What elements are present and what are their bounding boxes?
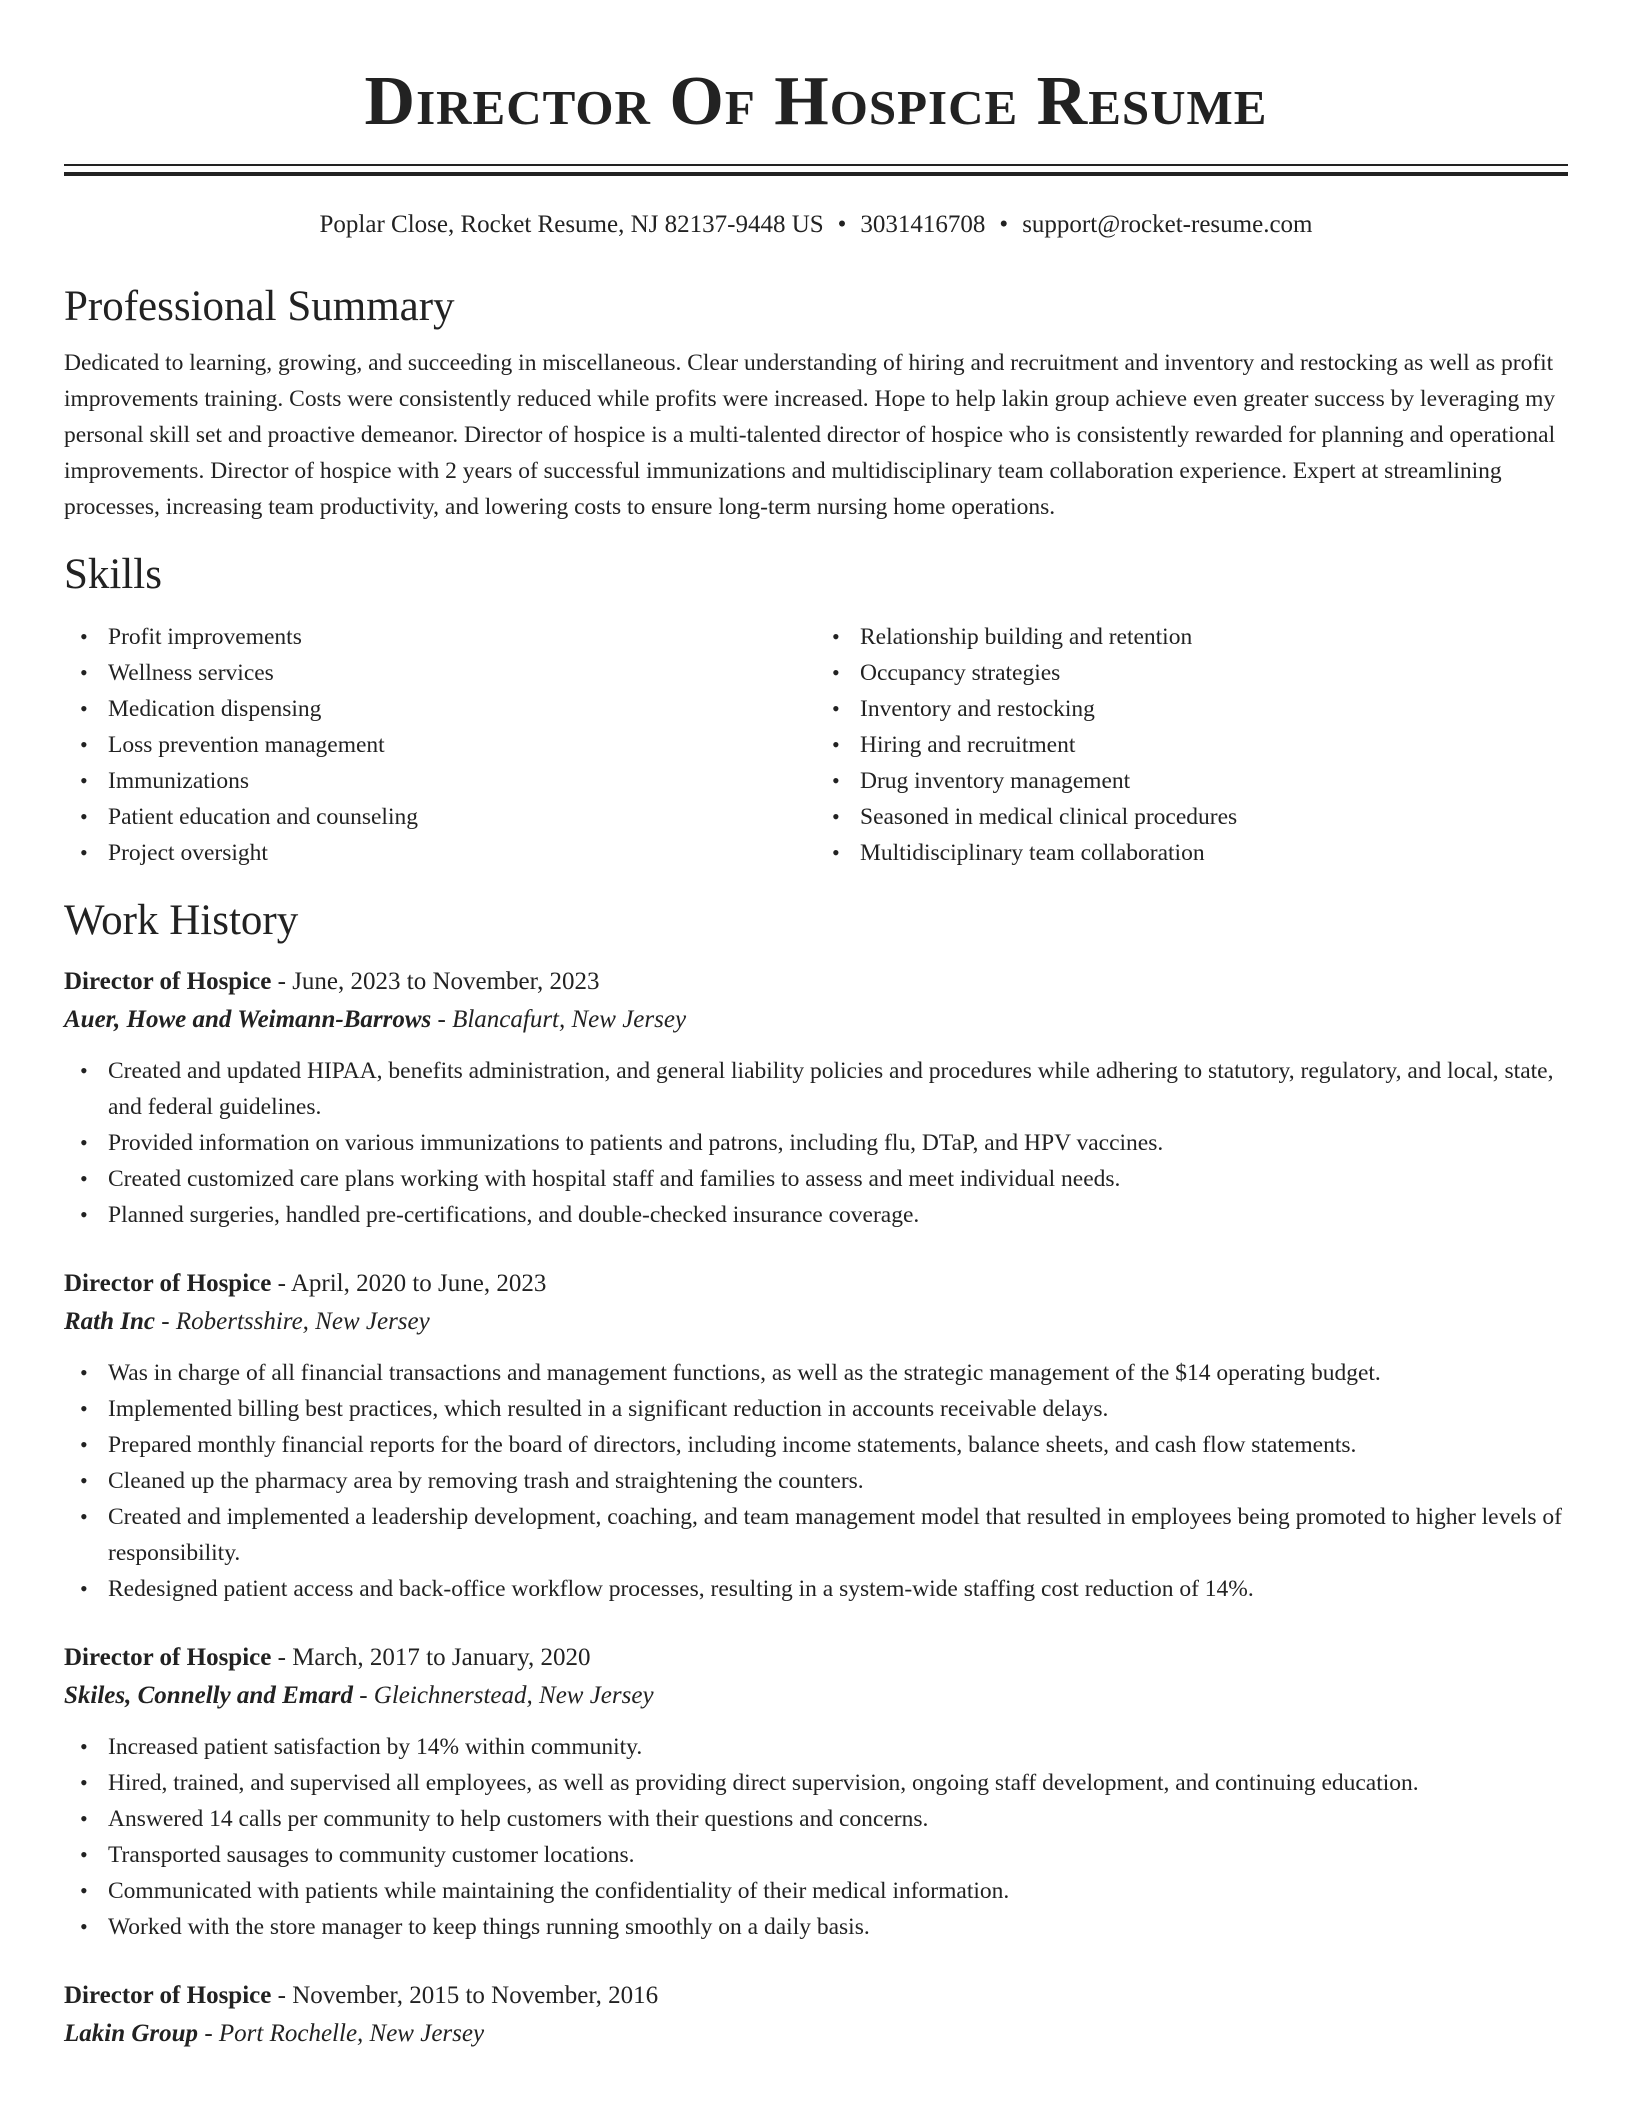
title-rule-thick xyxy=(64,172,1568,176)
job-bullets xyxy=(64,1355,1568,1607)
skill-label: Immunizations xyxy=(108,768,249,794)
job-company-line xyxy=(64,1303,1568,1341)
bullet-icon: • xyxy=(80,1878,88,1903)
job-bullet xyxy=(64,1427,1568,1463)
job-bullet-text: Cleaned up the pharmacy area by removing trash and straightening the counters. xyxy=(108,1468,864,1494)
summary-heading: Professional Summary xyxy=(64,283,455,330)
skill-item xyxy=(816,691,1568,727)
job-bullet-text: Created and implemented a leadership development, coaching, and team management model that resulted in employees being promoted to higher levels of responsibility. xyxy=(108,1504,1562,1566)
job-company-line xyxy=(64,1001,1568,1039)
bullet-icon: • xyxy=(80,1842,88,1867)
job-bullet xyxy=(64,1571,1568,1607)
job-bullet-text: Increased patient satisfaction by 14% within community. xyxy=(108,1734,643,1760)
skill-item xyxy=(64,691,816,727)
skill-item xyxy=(64,619,816,655)
job-bullet-text: Planned surgeries, handled pre-certifications, and double-checked insurance coverage. xyxy=(108,1202,920,1228)
job-company: Rath Inc xyxy=(64,1308,156,1335)
job-dash: - xyxy=(271,1270,291,1297)
job-location: Gleichnerstead, New Jersey xyxy=(373,1682,654,1709)
skills-heading: Skills xyxy=(64,551,162,598)
bullet-icon: • xyxy=(80,804,88,829)
job-bullet-text: Created and updated HIPAA, benefits administration, and general liability policies and procedures while adhering to statutory, regulatory, and local, state, and federal guidelines. xyxy=(108,1058,1554,1120)
bullet-icon: • xyxy=(80,660,88,685)
job-dash: - xyxy=(271,1982,293,2009)
job-dates: November, 2015 to November, 2016 xyxy=(292,1982,659,2009)
skill-item xyxy=(816,763,1568,799)
job-bullets xyxy=(64,1729,1568,1945)
job-bullet xyxy=(64,1463,1568,1499)
job-bullet-text: Redesigned patient access and back-office workflow processes, resulting in a system-wide staffing cost reduction of 14%. xyxy=(108,1576,1254,1602)
job-dates: March, 2017 to January, 2020 xyxy=(292,1644,591,1671)
bullet-icon: • xyxy=(80,1468,88,1493)
job-bullet xyxy=(64,1837,1568,1873)
job-bullet-text: Implemented billing best practices, which resulted in a significant reduction in accounts receivable delays. xyxy=(108,1396,1109,1422)
job-bullet-text: Worked with the store manager to keep things running smoothly on a daily basis. xyxy=(108,1914,870,1940)
skill-label: Multidisciplinary team collaboration xyxy=(860,840,1205,866)
skill-label: Drug inventory management xyxy=(860,768,1131,794)
skill-label: Seasoned in medical clinical procedures xyxy=(860,804,1238,830)
job-location: Robertsshire, New Jersey xyxy=(175,1308,430,1335)
bullet-icon: • xyxy=(80,1360,88,1385)
skill-label: Relationship building and retention xyxy=(860,624,1193,650)
title-rule-thin xyxy=(64,164,1568,166)
job-bullet xyxy=(64,1053,1568,1125)
job-dash: - xyxy=(155,1308,176,1335)
job-dash: - xyxy=(271,968,293,995)
job-title-line xyxy=(64,1265,1568,1303)
bullet-icon: • xyxy=(80,732,88,757)
job-entry xyxy=(64,1639,1568,1945)
job-bullet-text: Created customized care plans working with hospital staff and families to assess and meet individual needs. xyxy=(108,1166,1121,1192)
contact-address: Poplar Close, Rocket Resume, NJ 82137-9448 US xyxy=(319,211,824,238)
bullet-icon: • xyxy=(80,1806,88,1831)
job-bullet xyxy=(64,1125,1568,1161)
job-dash: - xyxy=(431,1006,453,1033)
job-bullet-text: Provided information on various immunizations to patients and patrons, including flu, DTaP, and HPV vaccines. xyxy=(108,1130,1164,1156)
job-entry xyxy=(64,1265,1568,1607)
job-entry xyxy=(64,963,1568,1233)
job-title-line xyxy=(64,1639,1568,1677)
job-bullet xyxy=(64,1197,1568,1233)
job-role: Director of Hospice xyxy=(64,1644,272,1671)
job-bullet-text: Transported sausages to community customer locations. xyxy=(108,1842,635,1868)
skill-item xyxy=(64,835,816,871)
bullet-icon: • xyxy=(80,1576,88,1601)
contact-phone: 3031416708 xyxy=(860,211,986,238)
skill-label: Project oversight xyxy=(108,840,268,866)
job-company: Lakin Group xyxy=(64,2020,199,2047)
bullet-icon: • xyxy=(80,1770,88,1795)
contact-line xyxy=(64,209,1568,241)
summary-text: Dedicated to learning, growing, and succeeding in miscellaneous. Clear understanding of hiring and recruitment and inventory and restocking as well as profit improvements training. Costs were consistently reduced while profits were increased. Hope to help lakin group achieve even greater success by leveraging my personal skill set and proactive demeanor. Director of hospice is a multi-talented director of hospice who is consistently rewarded for planning and operational improvements. Director of hospice with 2 years of successful immunizations and multidisciplinary team collaboration experience. Expert at streamlining processes, increasing team productivity, and lowering costs to ensure long-term nursing home operations. xyxy=(64,350,1556,520)
bullet-icon: • xyxy=(80,1734,88,1759)
bullet-icon: • xyxy=(832,804,840,829)
job-title-line xyxy=(64,963,1568,1001)
job-bullet-text: Was in charge of all financial transactions and management functions, as well as the strategic management of the $14 operating budget. xyxy=(108,1360,1381,1386)
job-company: Skiles, Connelly and Emard xyxy=(64,1682,353,1709)
job-location: Port Rochelle, New Jersey xyxy=(218,2020,485,2047)
skill-item xyxy=(816,619,1568,655)
skill-label: Medication dispensing xyxy=(108,696,322,722)
bullet-icon: • xyxy=(80,1130,88,1155)
job-location: Blancafurt, New Jersey xyxy=(452,1006,687,1033)
job-bullet-text: Communicated with patients while maintaining the confidentiality of their medical information. xyxy=(108,1878,1010,1904)
contact-separator: • xyxy=(999,211,1009,238)
bullet-icon: • xyxy=(832,624,840,649)
skill-label: Profit improvements xyxy=(108,624,302,650)
job-bullet-text: Answered 14 calls per community to help customers with their questions and concerns. xyxy=(108,1806,929,1832)
skill-label: Occupancy strategies xyxy=(860,660,1061,686)
skill-item xyxy=(816,799,1568,835)
skill-item xyxy=(816,727,1568,763)
bullet-icon: • xyxy=(80,1396,88,1421)
bullet-icon: • xyxy=(80,624,88,649)
job-role: Director of Hospice xyxy=(64,1270,272,1297)
skill-label: Wellness services xyxy=(108,660,274,686)
job-bullet xyxy=(64,1873,1568,1909)
skill-item xyxy=(816,655,1568,691)
skill-item xyxy=(64,763,816,799)
bullet-icon: • xyxy=(832,768,840,793)
job-dates: June, 2023 to November, 2023 xyxy=(292,968,600,995)
job-bullets xyxy=(64,1053,1568,1233)
job-company: Auer, Howe and Weimann-Barrows xyxy=(64,1006,432,1033)
bullet-icon: • xyxy=(832,696,840,721)
bullet-icon: • xyxy=(80,840,88,865)
job-role: Director of Hospice xyxy=(64,968,272,995)
work-history-heading: Work History xyxy=(64,897,299,944)
skill-item xyxy=(64,655,816,691)
bullet-icon: • xyxy=(832,840,840,865)
skills-list xyxy=(64,619,1568,871)
skill-label: Hiring and recruitment xyxy=(860,732,1076,758)
skills-column-right xyxy=(816,619,1568,871)
job-dates: April, 2020 to June, 2023 xyxy=(290,1270,547,1297)
skill-label: Loss prevention management xyxy=(108,732,385,758)
skill-item xyxy=(816,835,1568,871)
job-title-line xyxy=(64,1977,1568,2015)
contact-email: support@rocket-resume.com xyxy=(1022,211,1313,238)
skills-column-left xyxy=(64,619,816,871)
job-bullet xyxy=(64,1391,1568,1427)
job-bullet-text: Hired, trained, and supervised all employees, as well as providing direct supervision, ongoing staff development, and continuing education. xyxy=(108,1770,1419,1796)
bullet-icon: • xyxy=(80,1504,88,1529)
bullet-icon: • xyxy=(80,1166,88,1191)
job-dash: - xyxy=(271,1644,293,1671)
bullet-icon: • xyxy=(80,696,88,721)
job-bullet xyxy=(64,1801,1568,1837)
skill-label: Patient education and counseling xyxy=(108,804,418,830)
job-bullet-text: Prepared monthly financial reports for the board of directors, including income statements, balance sheets, and cash flow statements. xyxy=(108,1432,1357,1458)
job-bullet xyxy=(64,1729,1568,1765)
bullet-icon: • xyxy=(80,1914,88,1939)
job-dash: - xyxy=(352,1682,374,1709)
bullet-icon: • xyxy=(80,1432,88,1457)
job-bullet xyxy=(64,1909,1568,1945)
bullet-icon: • xyxy=(80,1058,88,1083)
job-dash: - xyxy=(198,2020,219,2047)
job-bullet xyxy=(64,1499,1568,1571)
job-bullet xyxy=(64,1161,1568,1197)
contact-separator: • xyxy=(837,211,847,238)
bullet-icon: • xyxy=(832,660,840,685)
bullet-icon: • xyxy=(80,1202,88,1227)
job-role: Director of Hospice xyxy=(64,1982,272,2009)
bullet-icon: • xyxy=(80,768,88,793)
job-entry xyxy=(64,1977,1568,2053)
job-bullet xyxy=(64,1765,1568,1801)
skill-item xyxy=(64,799,816,835)
skill-label: Inventory and restocking xyxy=(860,696,1095,722)
job-company-line xyxy=(64,1677,1568,1715)
resume-title: Director Of Hospice Resume xyxy=(364,63,1268,140)
skill-item xyxy=(64,727,816,763)
bullet-icon: • xyxy=(832,732,840,757)
job-bullet xyxy=(64,1355,1568,1391)
job-company-line xyxy=(64,2015,1568,2053)
